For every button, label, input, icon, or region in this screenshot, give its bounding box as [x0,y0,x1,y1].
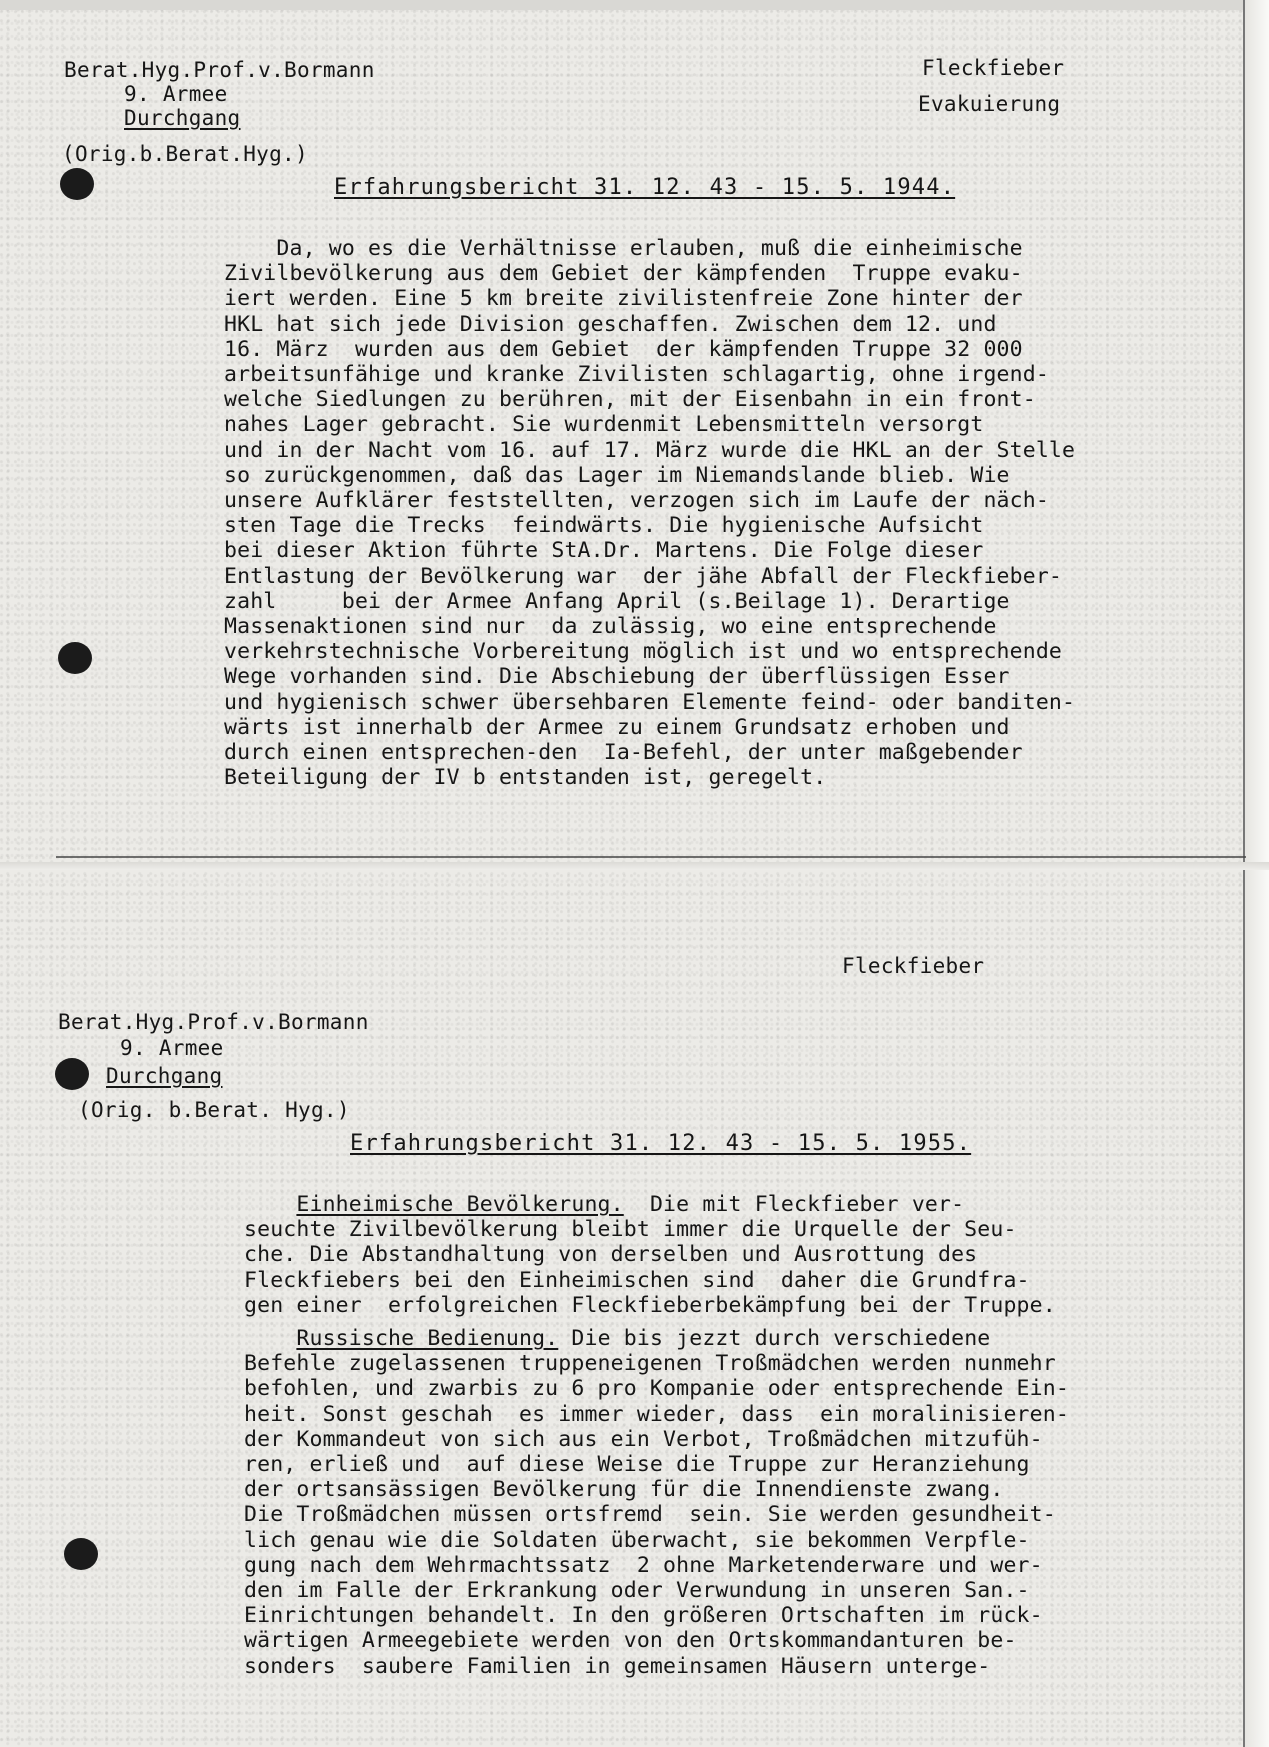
doc2-title: Erfahrungsbericht 31. 12. 43 - 15. 5. 1955. [350,1131,972,1156]
doc2-body-line: befohlen, und zwarbis zu 6 pro Kompanie oder entsprechende Ein- [244,1376,1069,1402]
doc1-body-line: arbeitsunfähige und kranke Zivilisten schlagartig, ohne irgend- [224,362,1049,388]
doc1-orig-note: (Orig.b.Berat.Hyg.) [62,142,308,166]
doc1-body [224,236,1075,790]
doc2-body-line: gung nach dem Wehrmachtssatz 2 ohne Marketenderware und wer- [244,1552,1043,1578]
doc2-body-line: heit. Sonst geschah es immer wieder, dass ein moralinisieren- [244,1401,1069,1427]
doc1-body-line: iert werden. Eine 5 km breite zivilistenfreie Zone hinter der [224,286,1023,312]
doc1-body-line: Beteiligung der IV b entstanden ist, geregelt. [224,765,827,791]
doc1-body-line: Zivilbevölkerung aus dem Gebiet der kämpfenden Truppe evaku- [224,261,1023,287]
doc1-body-line: Wege vorhanden sind. Die Abschiebung der überflüssigen Esser [224,664,1010,690]
doc2-body-line: der ortsansässigen Bevölkerung für die Innendienste zwang. [244,1477,1004,1503]
doc1-sender-line-1: Berat.Hyg.Prof.v.Bormann [64,58,375,82]
scan-right-edge [1243,0,1269,1747]
doc2-sender-line-2: 9. Armee [120,1036,224,1060]
doc1-body-line: nahes Lager gebracht. Sie wurdenmit Lebensmitteln versorgt [224,412,984,438]
doc2-body-line: Fleckfiebers bei den Einheimischen sind daher die Grundfra- [244,1267,1030,1293]
punch-hole-bottom [64,1538,98,1570]
doc1-sender-line-2: 9. Armee [124,82,228,106]
punch-hole-top [60,168,94,200]
doc2-body-line: Einrichtungen behandelt. In den größeren Ortschaften im rück- [244,1603,1043,1629]
doc1-body-line: bei dieser Aktion führte StA.Dr. Martens. Die Folge dieser [224,538,984,564]
doc2-body-line: Befehle zugelassenen truppeneigenen Troßmädchen werden nunmehr [244,1351,1056,1377]
doc2-body-line: sonders saubere Familien in gemeinsamen Häusern unterge- [244,1653,991,1679]
doc1-body-line: so zurückgenommen, daß das Lager im Niemandslande blieb. Wie [224,462,1010,488]
punch-hole-lower [55,1058,89,1090]
doc2-body-line: seuchte Zivilbevölkerung bleibt immer die Urquelle der Seu- [244,1217,1017,1243]
doc2-sender-line-1: Berat.Hyg.Prof.v.Bormann [58,1010,369,1034]
doc2-para2-first: Die bis jezzt durch verschiedene [558,1326,991,1352]
doc1-body-line: unsere Aufklärer feststellten, verzogen sich im Laufe der näch- [224,488,1049,514]
doc2-body-line: Die Troßmädchen müssen ortsfremd sein. Sie werden gesundheit- [244,1502,1056,1528]
doc2-body-line: den im Falle der Erkrankung oder Verwundung in unseren San.- [244,1578,1030,1604]
doc1-route: Durchgang [124,106,241,130]
doc1-body-line: sten Tage die Trecks feindwärts. Die hygienische Aufsicht [224,513,984,539]
doc2-para1-first-line [244,1192,1069,1217]
doc2-orig-note: (Orig. b.Berat. Hyg.) [78,1098,350,1122]
doc2-body [244,1192,1069,1679]
doc2-body-line: gen einer erfolgreichen Fleckfieberbekämpfung bei der Truppe. [244,1292,1056,1318]
sheet-divider-line [56,856,1246,858]
doc2-body-line: che. Die Abstandhaltung von derselben und Ausrottung des [244,1242,978,1268]
scan-top-edge [0,0,1269,10]
doc1-body-line: verkehrstechnische Vorbereitung möglich ist und wo entsprechende [224,639,1063,665]
doc2-body-line: lich genau wie die Soldaten überwacht, sie bekommen Verpfle- [244,1527,1030,1553]
doc2-para2-heading: Russische Bedienung. [296,1326,559,1352]
doc1-topic-2: Evakuierung [918,92,1061,116]
doc2-para1-first: Die mit Fleckfieber ver- [623,1192,965,1217]
doc1-body-line: Da, wo es die Verhältnisse erlauben, muß die einheimische [224,236,1023,261]
doc1-body-line: und in der Nacht vom 16. auf 17. März wurde die HKL an der Stelle [224,437,1076,463]
doc2-para1-heading: Einheimische Bevölkerung. [296,1192,624,1217]
doc1-body-line: Entlastung der Bevölkerung war der jähe Abfall der Fleckfieber- [224,563,1063,589]
doc1-body-line: und hygienisch schwer übersehbaren Elemente feind- oder banditen- [224,689,1076,715]
sheet-boundary [0,862,1269,870]
doc1-topic-1: Fleckfieber [922,56,1065,80]
doc1-body-line: wärts ist innerhalb der Armee zu einem Grundsatz erhoben und [224,714,1010,740]
doc2-para2-first-line [244,1326,1069,1351]
doc2-body-line: wärtigen Armeegebiete werden von den Ortskommandanturen be- [244,1628,1017,1654]
doc1-title: Erfahrungsbericht 31. 12. 43 - 15. 5. 1944. [334,175,956,200]
doc1-body-line: Massenaktionen sind nur da zulässig, wo eine entsprechende [224,614,997,640]
doc2-route: Durchgang [106,1064,223,1088]
doc2-body-line: ren, erließ und auf diese Weise die Truppe zur Heranziehung [244,1452,1030,1478]
punch-hole-middle [58,642,92,674]
doc2-topic: Fleckfieber [842,954,985,978]
doc1-body-line: durch einen entsprechen-den Ia-Befehl, der unter maßgebender [224,740,1023,766]
doc2-body-line: der Kommandeut von sich aus ein Verbot, Troßmädchen mitzufüh- [244,1426,1043,1452]
doc1-body-line: welche Siedlungen zu berühren, mit der Eisenbahn in ein front- [224,387,1036,413]
doc1-body-line: HKL hat sich jede Division geschaffen. Zwischen dem 12. und [224,311,997,337]
doc1-body-line: zahl bei der Armee Anfang April (s.Beilage 1). Derartige [224,588,1010,614]
doc1-body-line: 16. März wurden aus dem Gebiet der kämpfenden Truppe 32 000 [224,336,1023,362]
